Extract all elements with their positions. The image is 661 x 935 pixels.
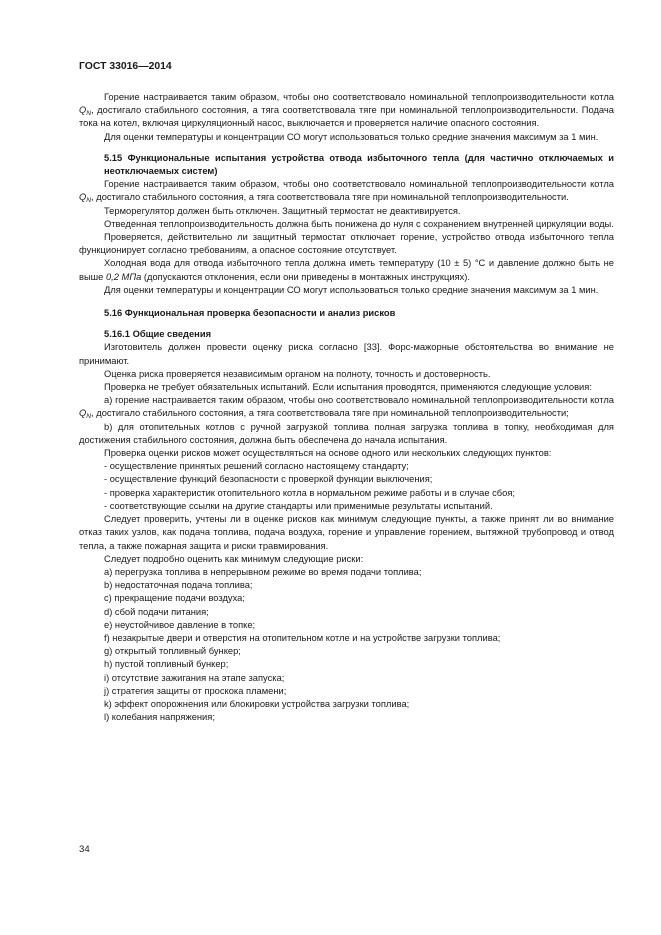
list-item: е) неустойчивое давление в топке; xyxy=(104,619,256,630)
list-item: - осуществление принятых решений согласно настоящему стандарту; xyxy=(104,461,409,472)
document-header: ГОСТ 33016—2014 xyxy=(79,61,172,72)
list-item: b) для отопительных котлов с ручной загрузкой топлива полная загрузка топлива в топку, необходимая для достижения стабильного состояния, должна быть обеспечена до начала испытания. xyxy=(79,421,614,445)
paragraph: Отведенная теплопроизводительность должна быть понижена до нуля с сохранением внутренней циркуляции воды. xyxy=(104,218,614,229)
paragraph: Проверяется, действительно ли защитный термостат отключает горение, устройство отвода избыточного тепла функционирует согласно требованиям, а опасное состояние отсутствует. xyxy=(79,232,614,256)
list-item: j) стратегия защиты от проскока пламени; xyxy=(104,685,287,696)
paragraph: Проверка оценки рисков может осуществляться на основе одного или нескольких следующих пунктов: xyxy=(104,448,552,459)
paragraph: Следует проверить, учтены ли в оценке рисков как минимум следующие пункты, а также принят ли во внимание отказ таких узлов, как подача топлива, подача воздуха, горение и управление горением, вытяжной трубопровод и отвод тепла, а также пожарная защита и риски травмирования. xyxy=(79,514,614,551)
paragraph: Терморегулятор должен быть отключен. Защитный термостат не деактивируется. xyxy=(104,205,461,216)
section-heading: 5.16 Функциональная проверка безопасности и анализ рисков xyxy=(104,308,396,319)
subsection-heading: 5.16.1 Общие сведения xyxy=(104,329,212,340)
list-item: а) перегрузка топлива в непрерывном режиме во время подачи топлива; xyxy=(104,566,422,577)
list-item: i) отсутствие зажигания на этапе запуска; xyxy=(104,672,285,683)
list-item: b) недостаточная подача топлива; xyxy=(104,580,253,591)
list-item: c) прекращение подачи воздуха; xyxy=(104,593,245,604)
paragraph: Следует подробно оценить как минимум следующие риски: xyxy=(104,553,364,564)
page-number: 34 xyxy=(79,844,90,855)
paragraph: Для оценки температуры и концентрации СО могут использоваться только средние значения максимум за 1 мин. xyxy=(104,131,599,142)
list-item: l) колебания напряжения; xyxy=(104,712,215,723)
list-item: k) эффект опорожнения или блокировки устройства загрузки топлива; xyxy=(104,698,410,709)
list-item: - соответствующие ссылки на другие стандарты или применимые результаты испытаний. xyxy=(104,500,493,511)
list-item: - проверка характеристик отопительного котла в нормальном режиме работы и в случае сбоя; xyxy=(104,487,516,498)
paragraph: Горение настраивается таким образом, чтобы оно соответствовало номинальной теплопроизводительности котла $Q_N$, достигало стабильного состояния, а тяга соответствовала тяге при номинальной теплопроизводительности. xyxy=(79,179,614,205)
list-item: а) горение настраивается таким образом, чтобы оно соответствовало номинальной теплопроизводительности котла $Q_N$, достигало стабильного состояния, а тяга соответствовала тяге при номинальной теплопроизводительности; xyxy=(79,395,614,421)
list-item: d) сбой подачи питания; xyxy=(104,606,209,617)
paragraph: Изготовитель должен провести оценку риска согласно [33]. Форс-мажорные обстоятельства во внимание не принимают. xyxy=(79,342,614,366)
list-item: - осуществление функций безопасности с проверкой функции выключения; xyxy=(104,474,433,485)
paragraph: Оценка риска проверяется независимым органом на полноту, точность и достоверность. xyxy=(104,368,491,379)
list-item: h) пустой топливный бункер; xyxy=(104,659,229,670)
document-body xyxy=(79,91,614,724)
list-item: f) незакрытые двери и отверстия на отопительном котле и на устройстве загрузки топлива; xyxy=(104,632,501,643)
section-heading: 5.15 Функциональные испытания устройства отвода избыточного тепла (для частично отключаемых и неотключаемых систем) xyxy=(104,152,614,177)
list-item: g) открытый топливный бункер; xyxy=(104,646,241,657)
paragraph: Проверка не требует обязательных испытаний. Если испытания проводятся, применяются следующие условия: xyxy=(104,382,592,393)
paragraph: Холодная вода для отвода избыточного тепла должна иметь температуру (10 ± 5) °С и давление должно быть не выше 0,2 МПа (допускаются отклонения, если они приведены в монтажных инструкциях). xyxy=(79,258,614,282)
paragraph: Горение настраивается таким образом, чтобы оно соответствовало номинальной теплопроизводительности котла $Q_N$, достигало стабильного состояния, а тяга соответствовала тяге при номинальной теплопроизводительности. Подача тока на котел, включая циркуляционный насос, выключается и проверяется наличие опасного состояния. xyxy=(79,92,614,129)
paragraph: Для оценки температуры и концентрации СО могут использоваться только средние значения максимум за 1 мин. xyxy=(104,284,599,295)
